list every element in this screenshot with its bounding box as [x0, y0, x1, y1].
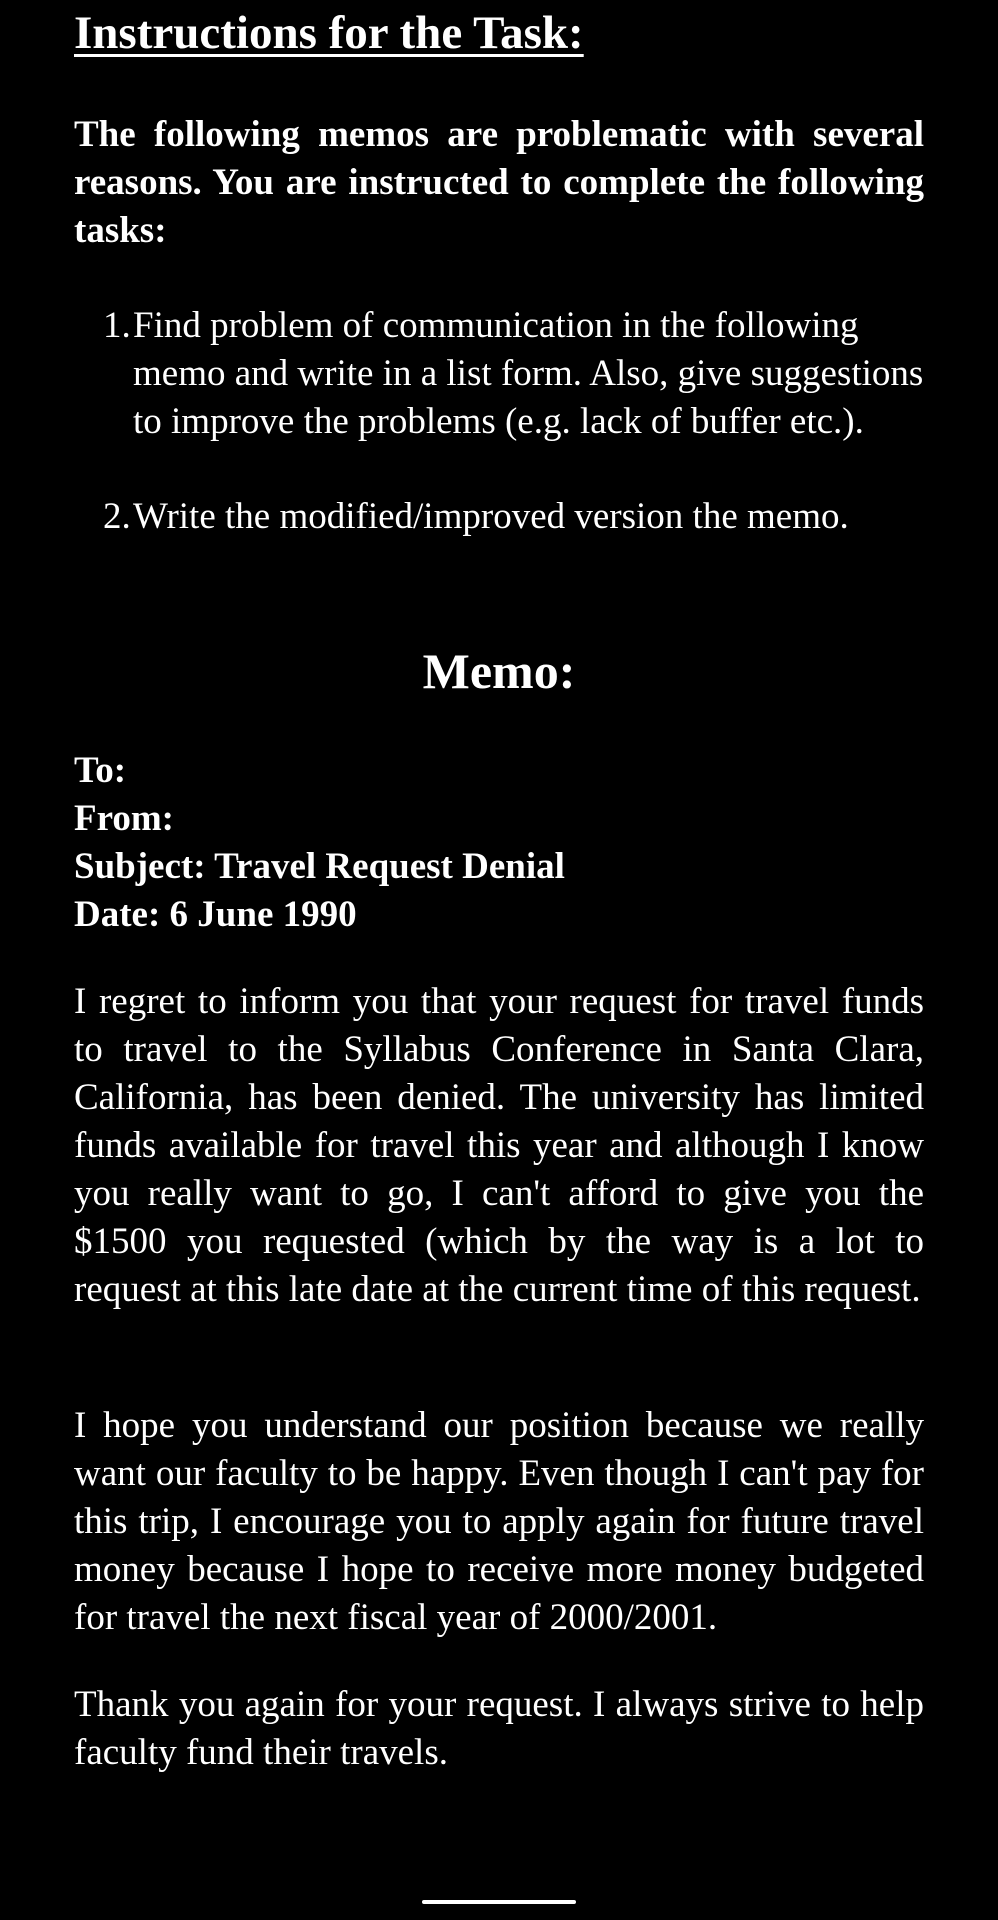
home-indicator-bar[interactable] — [422, 1900, 576, 1904]
memo-paragraph-3: Thank you again for your request. I always strive to help faculty fund their travels. — [74, 1684, 924, 1773]
memo-heading: Memo: — [422, 643, 576, 699]
task-item-2 — [74, 493, 924, 541]
task-list — [74, 302, 924, 541]
instructions-intro: The following memos are problematic with several reasons. You are instructed to complete the following tasks: — [74, 114, 924, 251]
instructions-title: Instructions for the Task: — [74, 7, 584, 59]
memo-to-field: To: — [74, 750, 127, 791]
task-text: Write the modified/improved version the memo. — [133, 496, 849, 537]
task-text: Find problem of communication in the following memo and write in a list form. Also, give suggestions to improve the problems (e.g. lack of buffer etc.). — [133, 305, 924, 442]
memo-paragraph-2: I hope you understand our position because we really want our faculty to be happy. Even though I can't pay for this trip, I encourage you to apply again for future travel money because I hope to receive more money budgeted for travel the next fiscal year of 2000/2001. — [74, 1405, 924, 1638]
memo-header-fields — [74, 747, 924, 939]
memo-paragraph-1: I regret to inform you that your request for travel funds to travel to the Syllabus Conference in Santa Clara, California, has been denied. The university has limited funds available for travel this year and although I know you really want to go, I can't afford to give you the $1500 you requested (which by the way is a lot to request at this late date at the current time of this request. — [74, 981, 924, 1310]
memo-from-field: From: — [74, 798, 174, 839]
memo-subject-field: Subject: Travel Request Denial — [74, 846, 565, 887]
task-item-1 — [74, 302, 924, 446]
task-number: 2. — [103, 496, 131, 537]
task-number: 1. — [103, 305, 131, 346]
memo-date-field: Date: 6 June 1990 — [74, 894, 357, 935]
